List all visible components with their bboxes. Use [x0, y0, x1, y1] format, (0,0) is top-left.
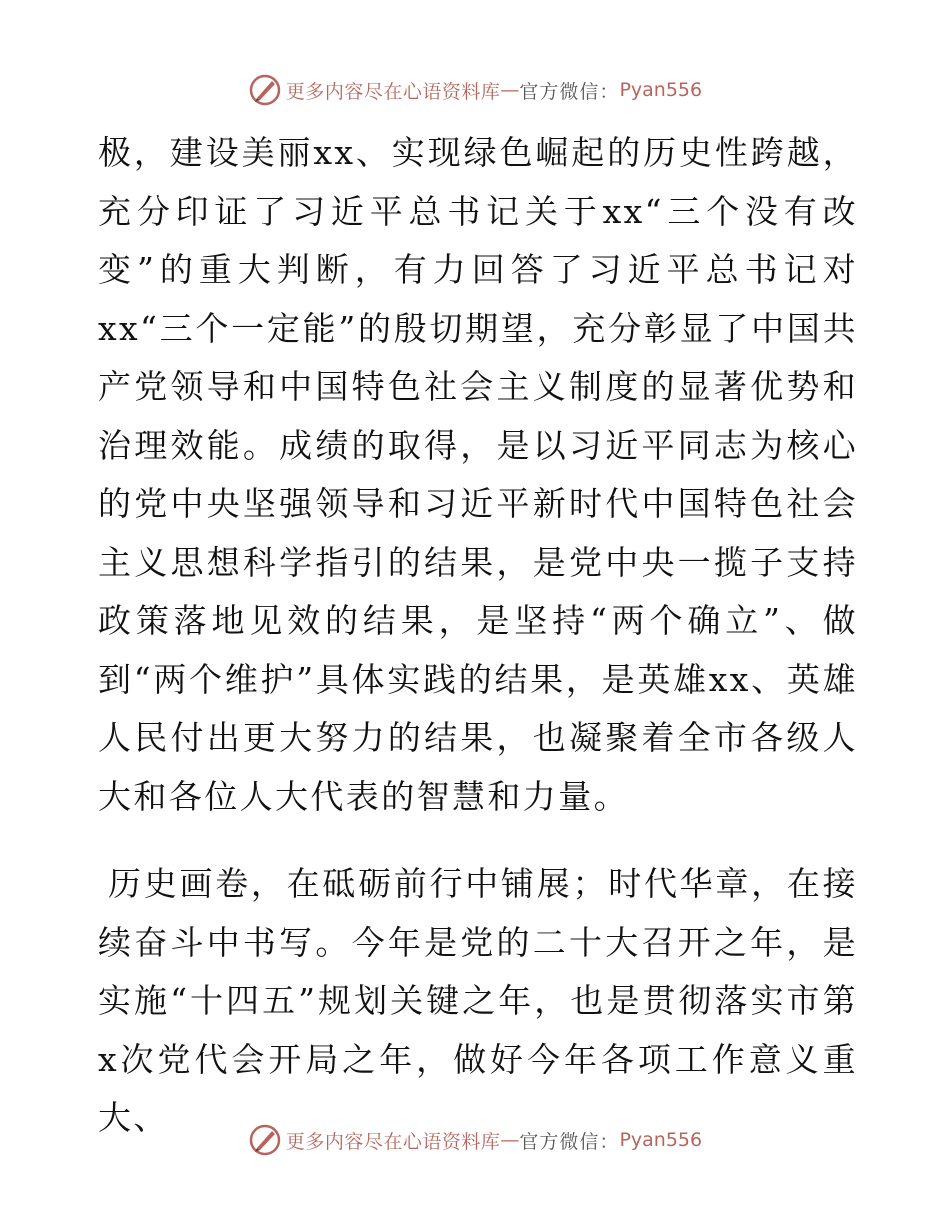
banner-wechat-label: 官方微信：: [519, 1130, 620, 1153]
banner-main-text: 更多内容尽在心语资料库: [285, 1130, 501, 1153]
body-paragraph: 极，建设美丽xx、实现绿色崛起的历史性跨越，充分印证了习近平总书记关于xx“三个没有改变”的重大判断，有力回答了习近平总书记对xx“三个一定能”的殷切期望，充分彰显了中国共产党领导和中国特色社会主义制度的显著优势和治理效能。成绩的取得，是以习近平同志为核心的党中央坚强领导和习近平新时代中国特色社会主义思想科学指引的结果，是党中央一揽子支持政策落地见效的结果，是坚持“两个确立”、做到“两个维护”具体实践的结果，是英雄xx、英雄人民付出更大努力的结果，也凝聚着全市各级人大和各位人大代表的智慧和力量。: [98, 133, 858, 816]
banner-wechat-id: Pyan556: [619, 79, 703, 101]
banner-main-text: 更多内容尽在心语资料库: [285, 80, 501, 103]
header-banner: [0, 70, 950, 110]
footer-banner: [0, 1120, 950, 1160]
banner-dash: —: [500, 79, 520, 101]
banner-wechat-label: 官方微信：: [519, 80, 620, 103]
body-paragraph: 历史画卷，在砥砺前行中铺展；时代华章，在接续奋斗中书写。今年是党的二十大召开之年，是实施“十四五”规划关键之年，也是贯彻落实市第x次党代会开局之年，做好今年各项工作意义重大、: [98, 864, 858, 1137]
quill-pen-circle-icon: [248, 73, 282, 107]
quill-pen-circle-icon: [248, 1123, 282, 1157]
banner-dash: —: [500, 1129, 520, 1151]
banner-wechat-id: Pyan556: [619, 1129, 703, 1151]
document-body: [98, 124, 858, 1148]
